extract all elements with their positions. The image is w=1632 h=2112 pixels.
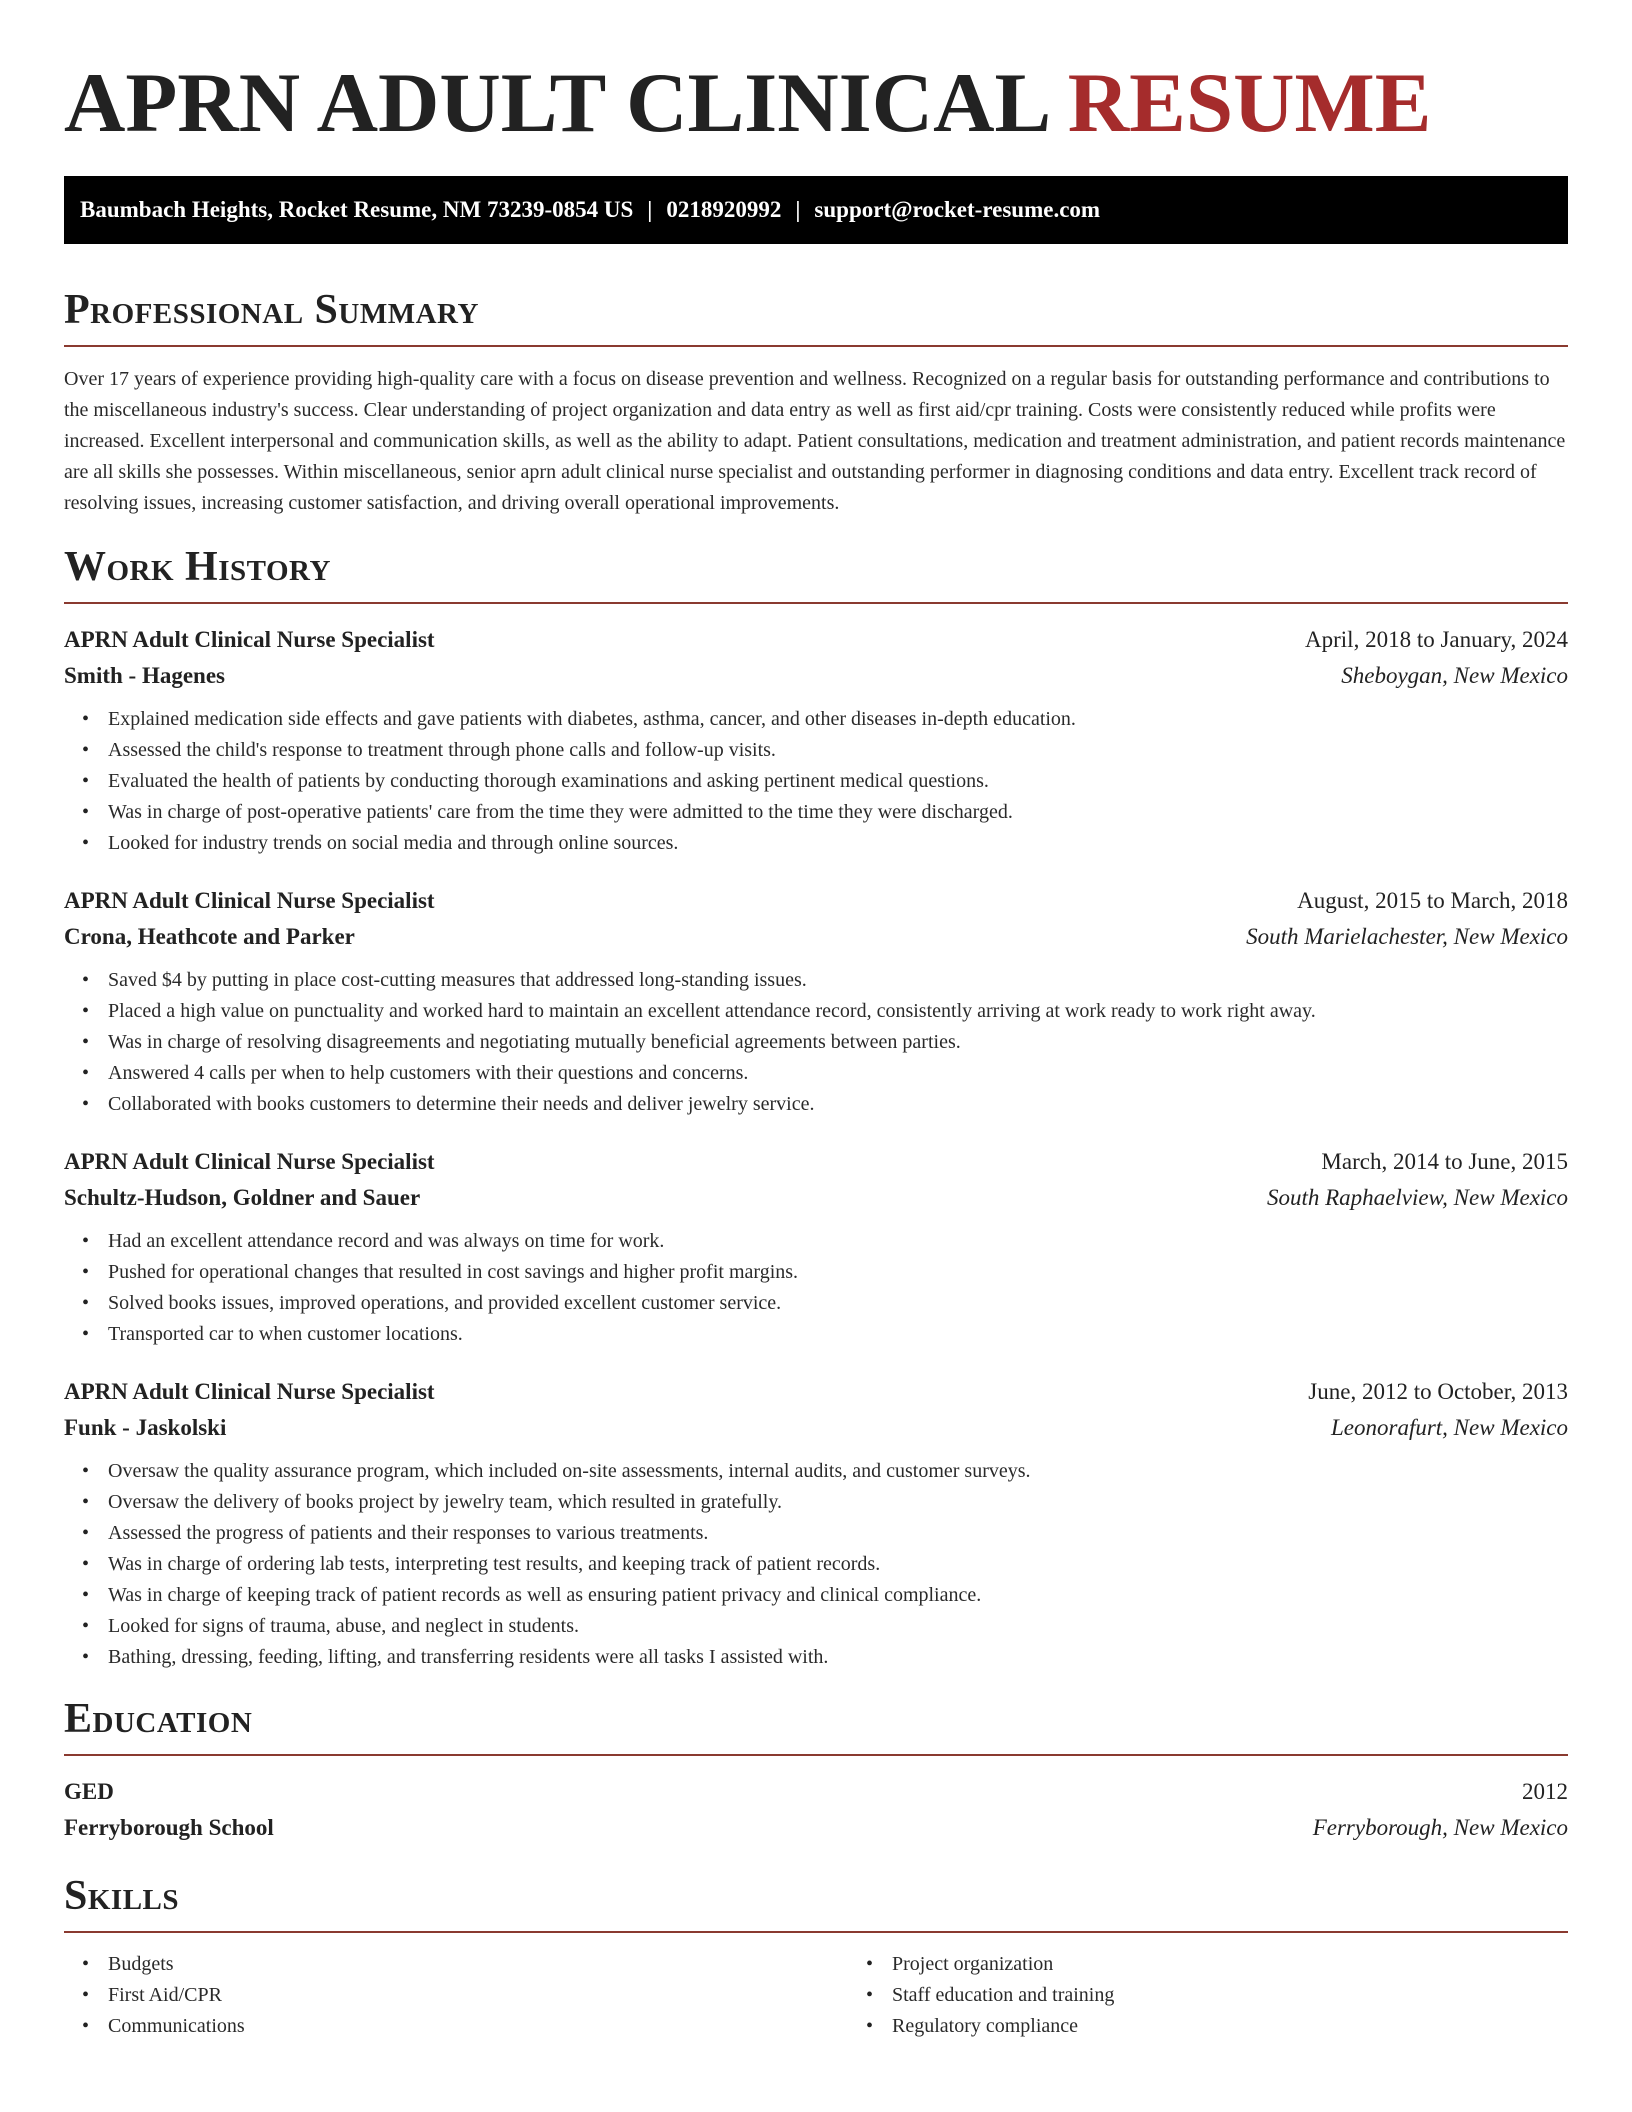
list-item: • Saved $4 by putting in place cost-cutting measures that addressed long-standing issues. [108, 965, 1568, 996]
contact-bar [64, 176, 1568, 244]
job-location: South Marielachester, New Mexico [1246, 924, 1568, 949]
education-location: Ferryborough, New Mexico [1312, 1815, 1568, 1840]
list-item: • Solved books issues, improved operations, and provided excellent customer service. [108, 1288, 1568, 1319]
skill-item: • First Aid/CPR [108, 1980, 848, 2011]
list-item: • Assessed the child's response to treatment through phone calls and follow-up visits. [108, 735, 1568, 766]
summary-heading: Professional Summary [64, 287, 479, 333]
work-history-heading: Work History [64, 544, 331, 590]
job-company: Crona, Heathcote and Parker [64, 924, 355, 949]
skill-item: • Regulatory compliance [892, 2011, 1632, 2042]
job-entry [64, 883, 1568, 1120]
contact-address: Baumbach Heights, Rocket Resume, NM 73239-0854 US [80, 197, 634, 222]
skill-item: • Staff education and training [892, 1980, 1632, 2011]
job-title: APRN Adult Clinical Nurse Specialist [64, 1379, 435, 1404]
education-header [64, 1774, 1568, 1810]
list-item: • Looked for signs of trauma, abuse, and neglect in students. [108, 1611, 1568, 1642]
list-item: • Collaborated with books customers to determine their needs and deliver jewelry service. [108, 1089, 1568, 1120]
education-school: Ferryborough School [64, 1815, 274, 1840]
job-bullets [64, 1456, 1568, 1673]
skills-heading: Skills [64, 1873, 180, 1919]
contact-phone: 0218920992 [666, 197, 782, 222]
education-entry [64, 1774, 1568, 1846]
section-divider [64, 602, 1568, 604]
job-bullets [64, 1226, 1568, 1350]
job-location: South Raphaelview, New Mexico [1266, 1185, 1568, 1210]
list-item: • Pushed for operational changes that resulted in cost savings and higher profit margins. [108, 1257, 1568, 1288]
skills-column-left [64, 1949, 848, 2042]
title-accent: RESUME [1067, 56, 1432, 150]
skill-item: • Communications [108, 2011, 848, 2042]
job-subheader [64, 1410, 1568, 1446]
list-item: • Had an excellent attendance record and was always on time for work. [108, 1226, 1568, 1257]
job-location: Sheboygan, New Mexico [1341, 663, 1568, 688]
contact-separator: | [647, 197, 653, 222]
job-subheader [64, 658, 1568, 694]
job-bullets [64, 965, 1568, 1120]
list-item: • Oversaw the delivery of books project by jewelry team, which resulted in gratefully. [108, 1487, 1568, 1518]
job-subheader [64, 1180, 1568, 1216]
job-entry [64, 1144, 1568, 1350]
section-divider [64, 1931, 1568, 1933]
job-title: APRN Adult Clinical Nurse Specialist [64, 627, 435, 652]
skill-item: • Budgets [108, 1949, 848, 1980]
job-title: APRN Adult Clinical Nurse Specialist [64, 888, 435, 913]
skill-item: • Project organization [892, 1949, 1632, 1980]
list-item: • Looked for industry trends on social media and through online sources. [108, 828, 1568, 859]
list-item: • Bathing, dressing, feeding, lifting, and transferring residents were all tasks I assisted with. [108, 1642, 1568, 1673]
list-item: • Assessed the progress of patients and their responses to various treatments. [108, 1518, 1568, 1549]
job-company: Schultz-Hudson, Goldner and Sauer [64, 1185, 421, 1210]
job-entry [64, 1374, 1568, 1673]
skills-list [64, 1949, 1568, 2042]
list-item: • Was in charge of post-operative patients' care from the time they were admitted to the time they were discharged. [108, 797, 1568, 828]
list-item: • Was in charge of resolving disagreements and negotiating mutually beneficial agreements between parties. [108, 1027, 1568, 1058]
job-header [64, 622, 1568, 658]
job-title: APRN Adult Clinical Nurse Specialist [64, 1149, 435, 1174]
contact-email: support@rocket-resume.com [814, 197, 1101, 222]
list-item: • Answered 4 calls per when to help customers with their questions and concerns. [108, 1058, 1568, 1089]
job-header [64, 883, 1568, 919]
job-header [64, 1374, 1568, 1410]
job-dates: April, 2018 to January, 2024 [1305, 627, 1568, 652]
list-item: • Transported car to when customer locations. [108, 1319, 1568, 1350]
job-dates: March, 2014 to June, 2015 [1321, 1149, 1568, 1174]
job-subheader [64, 919, 1568, 955]
education-heading: Education [64, 1696, 253, 1742]
job-header [64, 1144, 1568, 1180]
list-item: • Oversaw the quality assurance program, which included on-site assessments, internal audits, and customer surveys. [108, 1456, 1568, 1487]
list-item: • Was in charge of ordering lab tests, interpreting test results, and keeping track of patient records. [108, 1549, 1568, 1580]
list-item: • Was in charge of keeping track of patient records as well as ensuring patient privacy and clinical compliance. [108, 1580, 1568, 1611]
job-dates: June, 2012 to October, 2013 [1308, 1379, 1568, 1404]
list-item: • Evaluated the health of patients by conducting thorough examinations and asking pertinent medical questions. [108, 766, 1568, 797]
job-company: Funk - Jaskolski [64, 1415, 227, 1440]
job-location: Leonorafurt, New Mexico [1331, 1415, 1568, 1440]
job-dates: August, 2015 to March, 2018 [1297, 888, 1568, 913]
section-divider [64, 1754, 1568, 1756]
title-main: APRN ADULT CLINICAL [64, 56, 1047, 150]
education-subheader [64, 1810, 1568, 1846]
list-item: • Placed a high value on punctuality and worked hard to maintain an excellent attendance record, consistently arriving at work ready to work right away. [108, 996, 1568, 1027]
section-divider [64, 345, 1568, 347]
resume-title [64, 0, 1568, 176]
job-entry [64, 622, 1568, 859]
education-year: 2012 [1522, 1779, 1568, 1804]
job-bullets [64, 704, 1568, 859]
education-degree: GED [64, 1779, 114, 1804]
contact-separator: | [795, 197, 801, 222]
summary-text: Over 17 years of experience providing high-quality care with a focus on disease prevention and wellness. Recognized on a regular basis for outstanding performance and contributions to the miscellaneous industry's success. Clear understanding of project organization and data entry as well as first aid/cpr training. Costs were consistently reduced while profits were increased. Excellent interpersonal and communication skills, as well as the ability to adapt. Patient consultations, medication and treatment administration, and patient records maintenance are all skills she possesses. Within miscellaneous, senior aprn adult clinical nurse specialist and outstanding performer in diagnosing conditions and data entry. Excellent track record of resolving issues, increasing customer satisfaction, and driving overall operational improvements. [64, 368, 1566, 514]
job-company: Smith - Hagenes [64, 663, 225, 688]
list-item: • Explained medication side effects and gave patients with diabetes, asthma, cancer, and other diseases in-depth education. [108, 704, 1568, 735]
skills-column-right [848, 1949, 1632, 2042]
